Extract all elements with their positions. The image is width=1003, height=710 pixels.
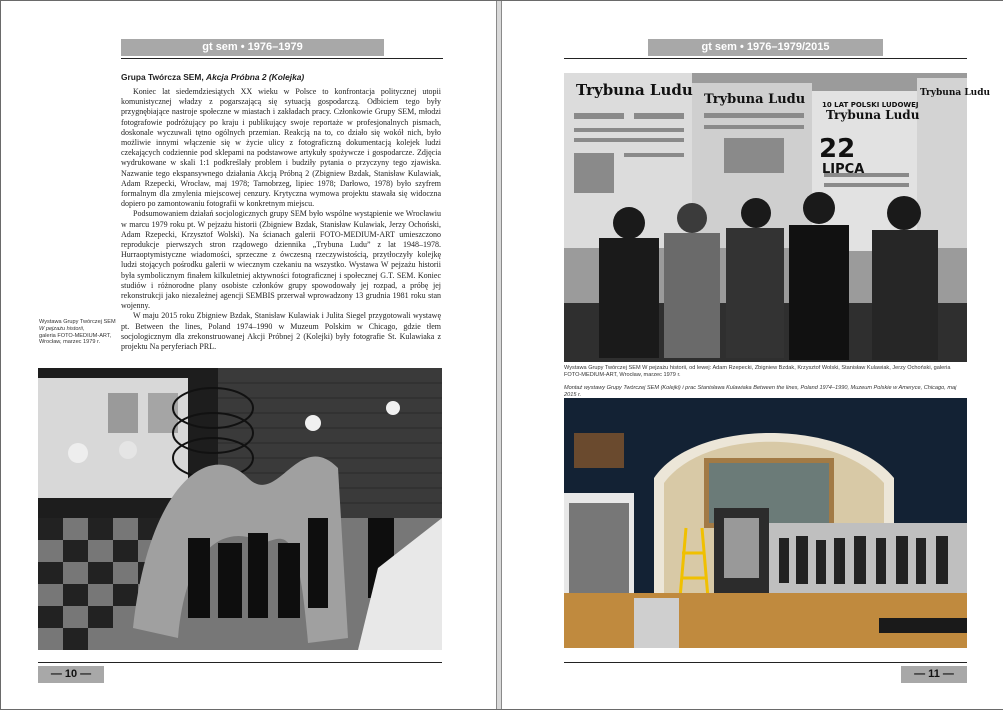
right-header-rule <box>564 58 967 59</box>
left-footer-rule <box>38 662 442 663</box>
title-prefix: Grupa Twórcza SEM, <box>121 72 207 82</box>
left-header: gt sem • 1976–1979 <box>121 39 384 56</box>
article-body <box>121 87 441 352</box>
group-photo <box>564 73 991 362</box>
gallery-photo-drawing <box>38 368 442 650</box>
left-caption-line-3: galeria FOTO-MEDIUM-ART, <box>39 332 112 339</box>
left-caption-line-1: Wystawa Grupy Twórczej SEM <box>39 319 116 325</box>
installation-caption: Montaż wystawy Grupy Twórczej SEM (Kolejki) i prac Stanisława Kulawiaka Between the lines, Poland 1974–1990, Muzeum Polskie w Ameryce, Chicago, maj 2015 r. <box>564 385 957 398</box>
paragraph-3: W maju 2015 roku Zbigniew Bzdak, Stanisław Kulawiak i Julita Siegel przygotowali wystawę pt. Between the lines, Poland 1974–1990 w Muzeum Polskim w Chicago, gdzie tłem socjologicznym dla zrekonstruowanej Akcji Próbnej 2 (Kolejki) były fotografie St. Kulawiaka z projektu Na peryferiach PRL. <box>121 311 441 352</box>
newspaper-banner: 10 LAT POLSKI LUDOWEJ <box>822 101 919 109</box>
newspaper-masthead-3: Trybuna Ludu <box>826 108 920 122</box>
newspaper-masthead-1: Trybuna Ludu <box>576 81 693 99</box>
newspaper-masthead-2: Trybuna Ludu <box>704 92 806 107</box>
gallery-photo <box>38 368 442 650</box>
title-italic: Akcja Próbna 2 (Kolejka) <box>206 72 305 82</box>
right-footer-rule <box>564 662 967 663</box>
left-caption <box>39 319 119 346</box>
left-header-rule <box>121 58 443 59</box>
article-title <box>121 72 461 82</box>
installation-photo <box>564 398 967 648</box>
left-caption-line-2: W pejzażu historii, <box>39 325 85 332</box>
newspaper-masthead-4: Trybuna Ludu <box>920 88 991 98</box>
paragraph-2: Podsumowaniem działań socjologicznych grupy SEM było wspólne wystąpienie we Wrocławiu w marcu 1979 roku pt. W pejzażu historii (Zbigniew Bzdak, Stanisław Kulawiak, Jerzy Ochoński, Adam Rzepecki, Krzysztof Wolski). Na ścianach galerii FOTO-MEDIUM-ART umieszczono reprodukcje pierwszych stron rządowego dziennika „Trybuna Ludu” z lat 1948–1978. Hurraoptymistyczne wiadomości, sprzeczne z ówczesną rzeczywistością, przytłoczyły kolejkę ludzi stojących pośrodku galerii w wiecznym czekaniu na wszystko. Wystawa W pejzażu historii była symbolicznym finałem kilkuletniej aktywności fotograficznej i społecznej G.T. SEM. Koniec studiów i różnorodne plany osobiste członków grupy spowodowały jej rozpad, a próbę jej rekonstrukcji jako niezależnej agencji SEMBIS przerwał wprowadzony 13 grudnia 1981 roku stan wojenny. <box>121 209 441 311</box>
right-page-number: — 11 — <box>901 666 967 683</box>
group-photo-caption: Wystawa Grupy Twórczej SEM W pejzażu historii, od lewej: Adam Rzepecki, Zbigniew Bzdak, Krzysztof Wolski, Stanisław Kulawiak, Jerzy Ochoński, galeria FOTO-MEDIUM-ART, Wrocław, marzec 1979 r. <box>564 365 951 378</box>
left-caption-line-4: Wrocław, marzec 1979 r. <box>39 339 101 346</box>
left-page <box>1 1 497 709</box>
left-page-number: — 10 — <box>38 666 104 683</box>
group-photo-drawing <box>564 73 991 362</box>
right-header: gt sem • 1976–1979/2015 <box>648 39 883 56</box>
paragraph-1: Koniec lat siedemdziesiątych XX wieku w Polsce to konfrontacja politycznej utopii komunistycznej władzy z pogarszającą się sytuacją gospodarczą. Odbiciem tego były przygnębiające nastroje społeczne w miastach i zakładach pracy. Członkowie Grupy SEM, młodzi fotografowie podróżujący po kraju i publikujący swoje reportaże w profesjonalnych pismach, doskonale wyczuwali tętno ogólnych przemian. Reakcją na to, co działo się wokół nich, było możliwie innymi włączenie się w życie ulicy z fotograficzną dokumentacją kolejek ludzi czekających codziennie pod sklepami na podstawowe artykuły spożywcze i gospodarcze. Zdjęcia wydrukowane w skali 1:1 podkreślały problem i budziły pytania o przyczyny tego zjawiska. Nazwanie tego ekspansywnego działania Akcją Próbną 2 (Zbigniew Bzdak, Stanisław Kulawiak, Adam Rzepecki, Wrocław, maj 1978; Tarnobrzeg, lipiec 1978; Darłowo, 1978) było szyfrem formalnym dla zmylenia miejscowej cenzury. Krytyczna wymowa projektu stawała się widoczna dopiero po zamontowaniu fotografii w konkretnym miejscu. <box>121 87 441 209</box>
newspaper-headline-word: LIPCA <box>822 162 865 177</box>
right-page <box>501 1 1003 709</box>
newspaper-headline-number: 22 <box>819 134 856 164</box>
installation-photo-drawing <box>564 398 967 648</box>
